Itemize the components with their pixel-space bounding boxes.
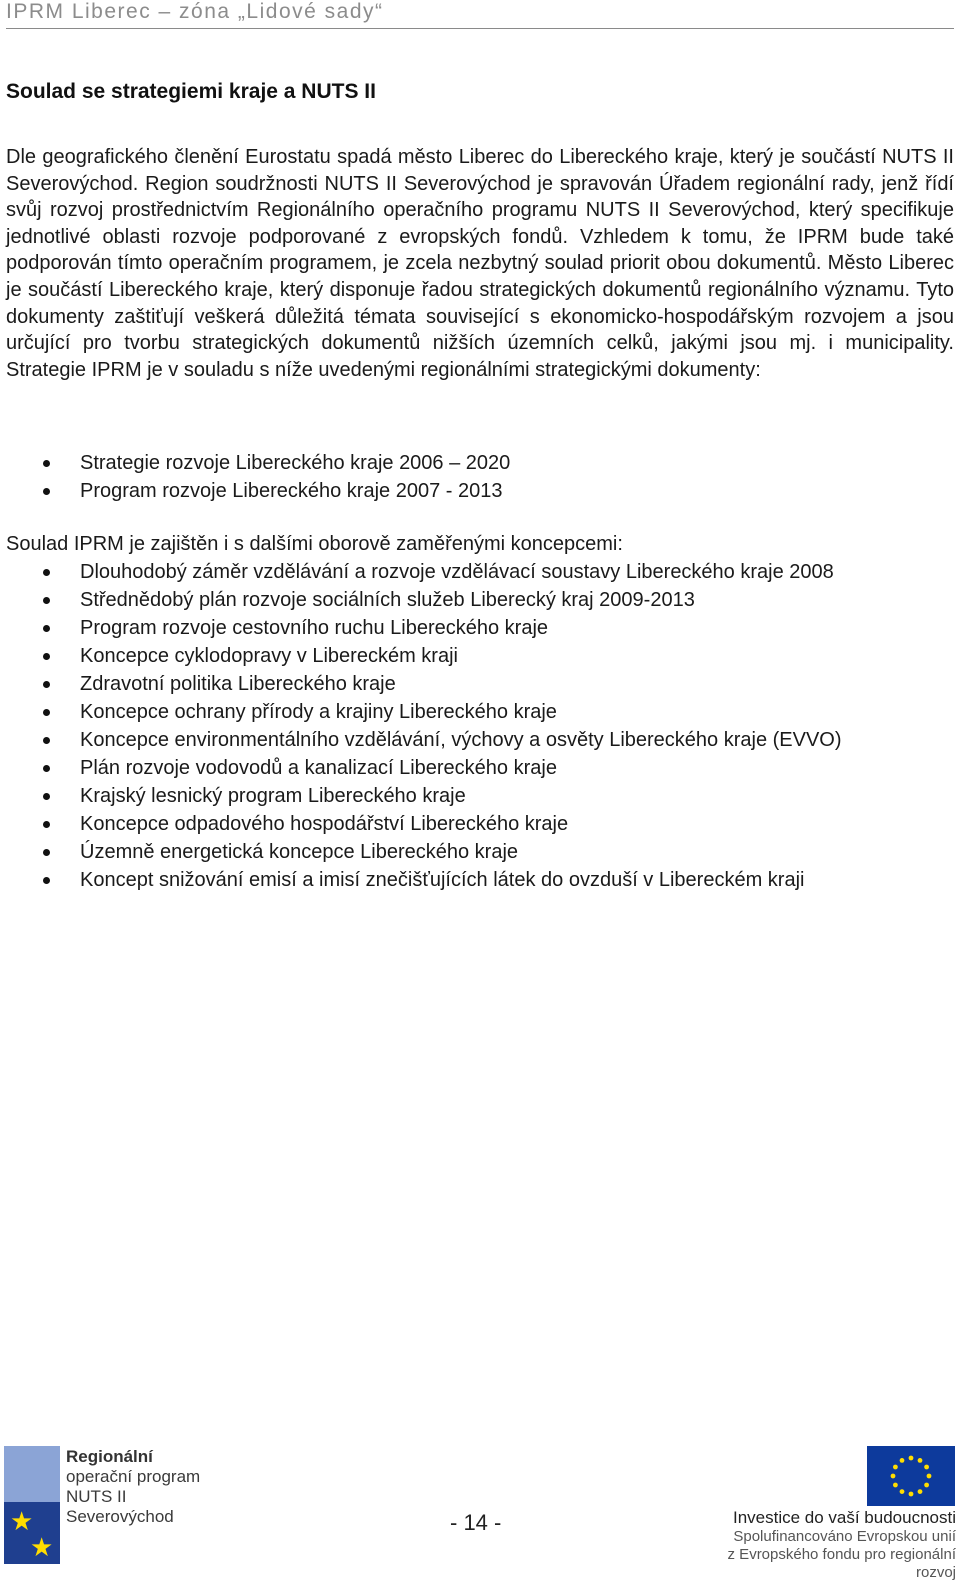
page-header (6, 0, 954, 29)
bullet-icon (43, 877, 50, 884)
list-item: Koncepce odpadového hospodářství Libereckého kraje (0, 810, 955, 838)
list-item: Koncepce ochrany přírody a krajiny Libereckého kraje (0, 698, 955, 726)
bullet-icon (43, 793, 50, 800)
bullet-icon (43, 597, 50, 604)
rop-logo-line: Regionální (66, 1447, 153, 1466)
section-heading: Soulad se strategiemi kraje a NUTS II (6, 80, 376, 103)
header-title: IPRM Liberec – zóna „Lidové sady“ (6, 0, 384, 23)
bullet-icon (43, 681, 50, 688)
list-item: Územně energetická koncepce Libereckého kraje (0, 838, 955, 866)
eu-logo-text (690, 1508, 956, 1582)
bullet-icon (43, 765, 50, 772)
bullet-icon (43, 488, 50, 495)
list-item: Program rozvoje Libereckého kraje 2007 - 2013 (0, 477, 955, 505)
eu-flag-icon (867, 1446, 955, 1506)
eu-cofinance-line: Spolufinancováno Evropskou unií (733, 1528, 956, 1545)
list-item: Koncepce environmentálního vzdělávání, výchovy a osvěty Libereckého kraje (EVVO) (0, 726, 955, 754)
bullet-icon (43, 569, 50, 576)
list-item: Koncept snižování emisí a imisí znečišťujících látek do ovzduší v Libereckém kraji (0, 866, 955, 894)
rop-logo-line: operační program (66, 1467, 201, 1486)
list-item: Program rozvoje cestovního ruchu Libereckého kraje (0, 614, 955, 642)
eu-stars-icon (867, 1446, 955, 1506)
bullet-icon (43, 653, 50, 660)
bullet-icon (43, 625, 50, 632)
concepts-list (0, 558, 955, 894)
bullet-icon (43, 821, 50, 828)
eu-slogan: Investice do vaší budoucnosti (732, 1508, 956, 1527)
list-item: Plán rozvoje vodovodů a kanalizací Libereckého kraje (0, 754, 955, 782)
list-item: Krajský lesnický program Libereckého kraje (0, 782, 955, 810)
eu-cofinance-line: z Evropského fondu pro regionální rozvoj (727, 1546, 956, 1581)
strategy-list (0, 449, 955, 505)
rop-logo-band (4, 1446, 60, 1502)
list-item: Střednědobý plán rozvoje sociálních služeb Liberecký kraj 2009-2013 (0, 586, 955, 614)
star-icon: ★ (10, 1506, 34, 1536)
list-item: Dlouhodobý záměr vzdělávání a rozvoje vzdělávací soustavy Libereckého kraje 2008 (0, 558, 955, 586)
rop-logo-text (66, 1447, 236, 1527)
concepts-intro: Soulad IPRM je zajištěn i s dalšími oborově zaměřenými koncepcemi: (6, 533, 623, 555)
rop-logo-icon (4, 1446, 60, 1564)
bullet-icon (43, 709, 50, 716)
list-item: Zdravotní politika Libereckého kraje (0, 670, 955, 698)
bullet-icon (43, 460, 50, 467)
bullet-icon (43, 737, 50, 744)
list-item: Strategie rozvoje Libereckého kraje 2006 – 2020 (0, 449, 955, 477)
list-item: Koncepce cyklodopravy v Libereckém kraji (0, 642, 955, 670)
body-paragraph: Dle geografického členění Eurostatu spadá město Liberec do Libereckého kraje, který je součástí NUTS II Severovýchod. Region soudržnosti NUTS II Severovýchod je spravován Úřadem regionální rady, jenž řídí svůj rozvoj prostřednictvím Regionálního operačního programu NUTS II Severovýchod, který specifikuje jednotlivé oblasti rozvoje podporované z evropských fondů. Vzhledem k tomu, že IPRM bude také podporován tímto operačním programem, je zcela nezbytný soulad priorit obou dokumentů. Město Liberec je součástí Libereckého kraje, který disponuje řadou strategických dokumentů regionálního významu. Tyto dokumenty zaštiťují veškerá důležitá témata související s ekonomicko-hospodářským rozvojem a jsou určující pro tvorbu strategických dokumentů nižších územních celků, jakými jsou mj. i municipality. Strategie IPRM je v souladu s níže uvedenými regionálními strategickými dokumenty: (6, 146, 954, 381)
bullet-icon (43, 849, 50, 856)
rop-logo-line: NUTS II Severovýchod (66, 1487, 174, 1526)
page-number: - 14 - (450, 1510, 502, 1535)
star-icon: ★ (30, 1532, 54, 1562)
